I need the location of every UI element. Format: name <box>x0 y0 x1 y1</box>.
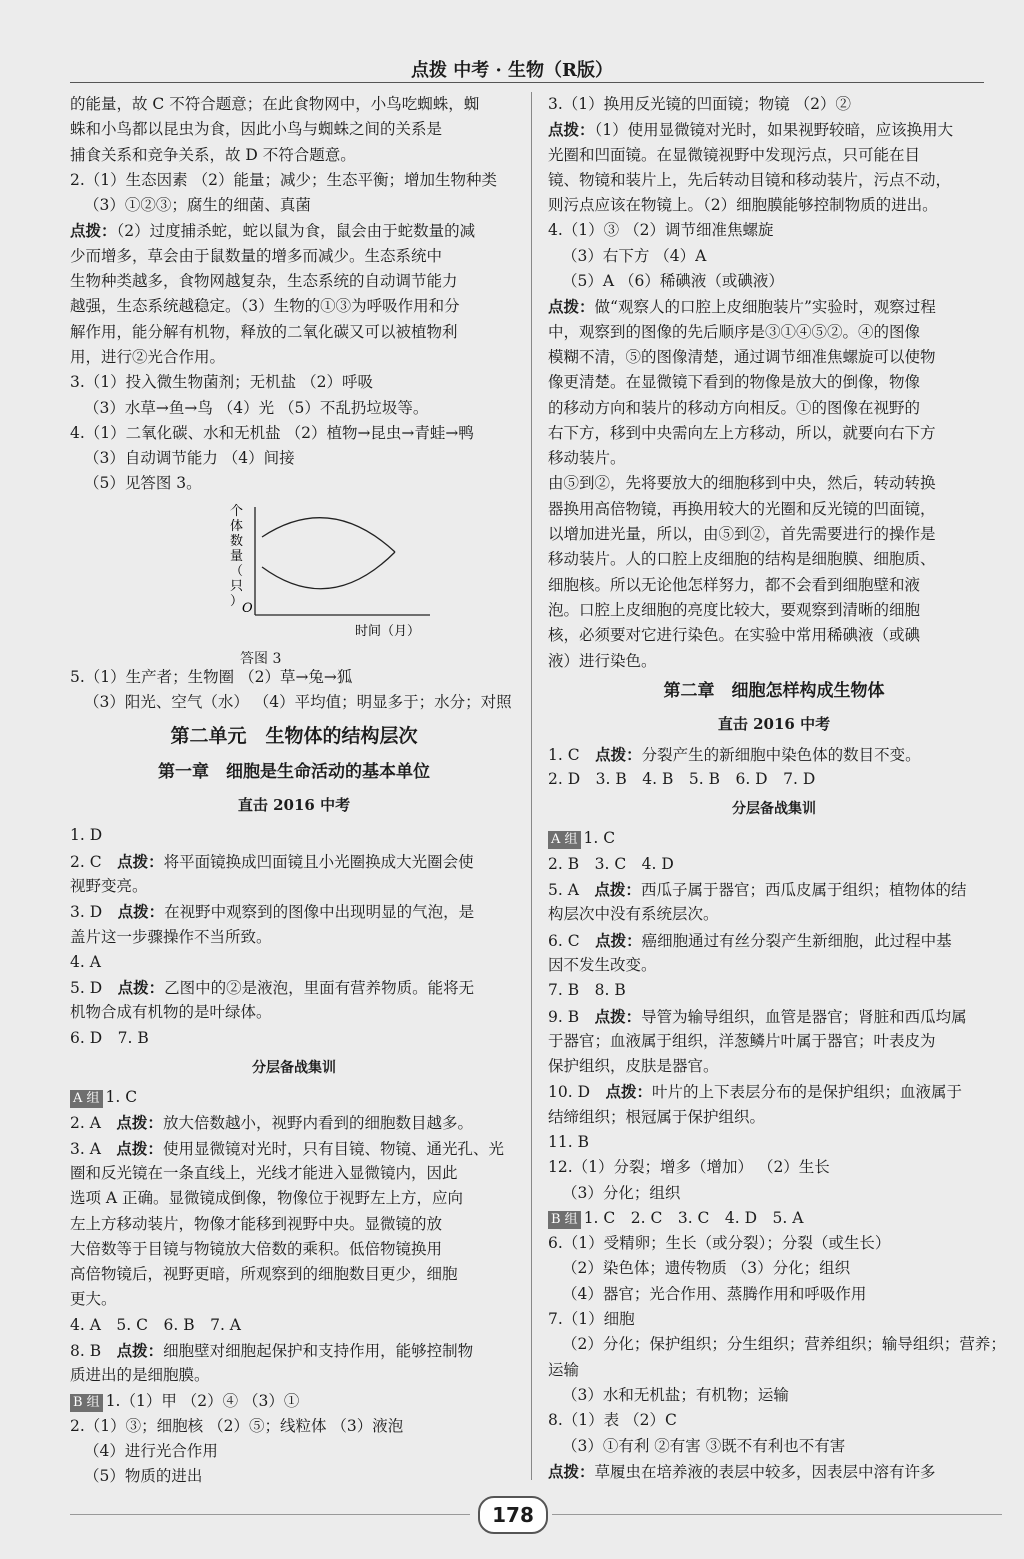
text-line <box>548 446 1000 471</box>
left-block-2 <box>70 665 518 716</box>
right-column <box>548 92 1006 1484</box>
text-line <box>70 950 518 975</box>
text-line <box>548 547 1000 572</box>
text-line <box>70 1439 518 1464</box>
text-line <box>70 1262 518 1287</box>
text-line <box>70 1464 518 1489</box>
text-line <box>70 1212 518 1237</box>
text-line-content: 由⑤到②，先将要放大的细胞移到中央，然后，转动转换 <box>548 474 936 493</box>
text-line-content: 的移动方向和装片的移动方向相反。①的图像在视野的 <box>548 398 921 417</box>
text-line-content: 3.（1）投入微生物菌剂；无机盐 （2）呼吸 <box>70 373 373 392</box>
text-line-content: 1. C 2. C 3. C 4. D 5. A <box>583 1208 804 1227</box>
text-line <box>548 978 1000 1003</box>
text-line-content: 9. B 点拨：导管为输导组织，血管是器官；肾脏和西瓜均属 <box>548 1006 967 1026</box>
text-line-content: 越强，生态系统越稳定。（3）生物的①③为呼吸作用和分 <box>70 297 460 316</box>
text-line <box>70 269 518 294</box>
text-line <box>548 168 1000 193</box>
text-line <box>548 767 1000 792</box>
text-line-content: 的能量，故 C 不符合题意；在此食物网中，小鸟吃蜘蛛，蜘 <box>70 95 480 113</box>
text-line <box>548 143 1000 168</box>
text-line-content: 10. D 点拨：叶片的上下表层分布的是保护组织；血液属于 <box>548 1082 963 1102</box>
text-line <box>548 320 1000 345</box>
text-line-content: （3）分化；组织 <box>562 1183 681 1202</box>
text-line-content: 像更清楚。在显微镜下看到的物像是放大的倒像，物像 <box>548 373 921 392</box>
text-line-content: 器换用高倍物镜，再换用较大的光圈和反光镜的凹面镜， <box>548 499 936 518</box>
text-line-content: 2. B 3. C 4. D <box>548 854 674 873</box>
text-line <box>70 1363 518 1388</box>
text-line <box>548 1307 1000 1332</box>
text-line <box>70 823 518 848</box>
text-line <box>548 1231 1000 1256</box>
text-line-content: 构层次中没有系统层次。 <box>548 905 719 924</box>
text-line <box>548 218 1000 243</box>
text-line-content: 点拨：（1）使用显微镜对光时，如果视野较暗，应该换用大 <box>548 120 954 140</box>
text-line-content: 4.（1）③ （2）调节细准焦螺旋 <box>548 221 774 240</box>
text-line-content: 7. B 8. B <box>548 981 626 1000</box>
text-line-content: 4. A 5. C 6. B 7. A <box>70 1315 241 1334</box>
text-line-content: 光圈和凹面镜。在显微镜视野中发现污点，只可能在目 <box>548 145 921 164</box>
text-line-content: （3）①有利 ②有害 ③既不有利也不有害 <box>562 1436 846 1455</box>
text-line <box>70 396 518 421</box>
text-line-content: 于器官；血液属于组织，洋葱鳞片叶属于器官；叶表皮为 <box>548 1031 936 1050</box>
text-line <box>70 218 518 243</box>
text-line-content: 核，必须要对它进行染色。在实验中常用稀碘液（或碘 <box>548 626 921 645</box>
text-line-content: （4）进行光合作用 <box>84 1442 218 1461</box>
text-line-content: 少而增多，草会由于鼠数量的增多而减少。生态系统中 <box>70 246 443 265</box>
text-line-content: 因不发生改变。 <box>548 955 657 974</box>
text-line <box>70 1110 518 1135</box>
text-line <box>548 1358 1000 1383</box>
text-line-content: 7.（1）细胞 <box>548 1310 635 1329</box>
text-line <box>70 1085 518 1110</box>
right-block-2 <box>548 742 1000 793</box>
group-badge: A 组 <box>548 831 581 849</box>
text-line-content: 移动装片。 <box>548 449 626 468</box>
text-line-content: （3）自动调节能力 （4）间接 <box>84 449 295 468</box>
y-axis-label: 个体数量（只） <box>230 503 244 609</box>
text-line <box>70 1389 518 1414</box>
text-line-content: （3）阳光、空气（水） （4）平均值；明显多于；水分；对照 <box>84 693 512 712</box>
section-title-exam: 直击 2016 中考 <box>237 796 351 815</box>
text-line-content: 大倍数等于目镜与物镜放大倍数的乘积。低倍物镜换用 <box>70 1239 443 1258</box>
text-line <box>70 446 518 471</box>
text-line <box>548 1434 1000 1459</box>
group-badge: B 组 <box>70 1394 103 1412</box>
text-line <box>70 168 518 193</box>
section-title-training: 分层备战集训 <box>252 1060 336 1077</box>
text-line-content: 更大。 <box>70 1290 117 1309</box>
text-line <box>70 1414 518 1439</box>
text-line-content: 则污点应该在物镜上。（2）细胞膜能够控制物质的进出。 <box>548 196 938 215</box>
text-line-content: 12.（1）分裂；增多（增加） （2）生长 <box>548 1158 830 1177</box>
text-line-content: 生物种类越多，食物网越复杂，生态系统的自动调节能力 <box>70 272 458 291</box>
text-line <box>548 117 1000 142</box>
text-line-content: 细胞核。所以无论他怎样努力，都不会看到细胞壁和液 <box>548 575 921 594</box>
text-line-content: 4. A <box>70 952 101 971</box>
population-curve-lower <box>262 552 395 589</box>
right-block-1 <box>548 92 1000 674</box>
text-line-content: 5.（1）生产者；生物圈 （2）草→兔→狐 <box>70 667 353 686</box>
text-line <box>548 852 1000 877</box>
unit-title: 第二单元 生物体的结构层次 <box>170 725 418 748</box>
text-line <box>70 471 518 496</box>
text-line-content: 6. C 点拨：癌细胞通过有丝分裂产生新细胞，此过程中基 <box>548 930 952 950</box>
header-title: 点拨 中考 · 生物（R版） <box>410 60 614 81</box>
text-line <box>70 1161 518 1186</box>
text-line <box>548 497 1000 522</box>
text-line-content: （5）A （6）稀碘液（或碘液） <box>562 272 784 291</box>
text-line-content: 11. B <box>548 1132 589 1151</box>
text-line <box>548 826 1000 851</box>
text-line <box>548 1155 1000 1180</box>
text-line <box>548 928 1000 953</box>
text-line-content: 选项 A 正确。显微镜成倒像，物像位于视野左上方，应向 <box>70 1189 464 1208</box>
text-line <box>70 690 518 715</box>
text-line-content: （4）器官；光合作用、蒸腾作用和呼吸作用 <box>562 1284 867 1303</box>
header-rule <box>70 82 984 83</box>
text-line <box>70 665 518 690</box>
page-number: 178 <box>478 1496 548 1534</box>
origin-label: O <box>242 600 253 616</box>
left-block-4 <box>70 1085 518 1389</box>
text-line <box>548 1332 1006 1357</box>
text-line <box>70 1287 518 1312</box>
text-line <box>548 1004 1000 1029</box>
text-line-content: （3）水草→鱼→鸟 （4）光 （5）不乱扔垃圾等。 <box>84 398 429 417</box>
text-line-content: 点拨：草履虫在培养液的表层中较多，因表层中溶有许多 <box>548 1461 936 1481</box>
left-column <box>70 92 518 1490</box>
text-line-content: 8.（1）表 （2）C <box>548 1411 677 1430</box>
text-line <box>70 370 518 395</box>
text-line-content: （5）见答图 3。 <box>84 474 202 493</box>
text-line <box>548 522 1000 547</box>
text-line <box>548 1105 1000 1130</box>
text-line-content: 5. A 点拨：西瓜子属于器官；西瓜皮属于组织；植物体的结 <box>548 880 967 900</box>
text-line <box>548 953 1000 978</box>
left-block-5 <box>70 1389 518 1490</box>
figure-caption: 答图 3 <box>240 650 282 667</box>
text-line <box>548 421 1000 446</box>
text-line-content: 中，观察到的图像的先后顺序是③①④⑤②。④的图像 <box>548 322 921 341</box>
section-title-training: 分层备战集训 <box>732 801 816 818</box>
text-line <box>70 193 518 218</box>
population-curve-chart <box>180 497 440 647</box>
right-block-3 <box>548 826 1000 1205</box>
text-line <box>548 902 1000 927</box>
text-line <box>548 573 1000 598</box>
text-line <box>70 925 518 950</box>
text-line <box>548 1029 1000 1054</box>
text-line <box>548 269 1000 294</box>
text-line-content: 8. B 点拨：细胞壁对细胞起保护和支持作用，能够控制物 <box>70 1340 474 1360</box>
text-line <box>70 975 518 1000</box>
text-line <box>548 877 1000 902</box>
text-line-content: 高倍物镜后，视野更暗，所观察到的细胞数目更少，细胞 <box>70 1265 458 1284</box>
text-line-content: 圈和反光镜在一条直线上，光线才能进入显微镜内，因此 <box>70 1163 458 1182</box>
text-line <box>70 294 518 319</box>
text-line <box>548 92 1000 117</box>
text-line <box>70 1000 518 1025</box>
page-header <box>0 50 1024 84</box>
text-line-content: 盖片这一步骤操作不当所致。 <box>70 927 272 946</box>
text-line-content: 左上方移动装片，物像才能移到视野中央。显微镜的放 <box>70 1214 443 1233</box>
group-badge: A 组 <box>70 1090 103 1108</box>
right-block-4 <box>548 1206 1006 1484</box>
text-line <box>548 1383 1000 1408</box>
text-line <box>70 874 518 899</box>
text-line-content: 机物合成有机物的是叶绿体。 <box>70 1003 272 1022</box>
text-line-content: 泡。口腔上皮细胞的亮度比较大，要观察到清晰的细胞 <box>548 600 921 619</box>
text-line-content: 3. A 点拨：使用显微镜对光时，只有目镜、物镜、通光孔、光 <box>70 1138 504 1158</box>
x-axis-label: 时间（月） <box>355 623 421 639</box>
text-line <box>548 1079 1000 1104</box>
text-line <box>548 471 1000 496</box>
text-line-content: 液）进行染色。 <box>548 651 657 670</box>
group-badge: B 组 <box>548 1211 581 1229</box>
text-line-content: 保护组织，皮肤是器官。 <box>548 1057 719 1076</box>
text-line-content: 移动装片。人的口腔上皮细胞的结构是细胞膜、细胞质、 <box>548 550 936 569</box>
text-line-content: （3）水和无机盐；有机物；运输 <box>562 1385 789 1404</box>
answer-figure-3 <box>180 497 440 667</box>
text-line-content: 3. D 点拨：在视野中观察到的图像中出现明显的气泡，是 <box>70 902 475 922</box>
text-line-content: 1. D <box>70 826 103 845</box>
text-line-content: 2. D 3. B 4. B 5. B 6. D 7. D <box>548 770 816 789</box>
text-line-content: 2. A 点拨：放大倍数越小，视野内看到的细胞数目越多。 <box>70 1113 473 1133</box>
left-block-3 <box>70 823 518 1051</box>
text-line <box>548 1206 1000 1231</box>
text-line-content: 视野变亮。 <box>70 876 148 895</box>
text-line <box>548 649 1000 674</box>
left-block-1 <box>70 92 518 497</box>
text-line-content: 6. D 7. B <box>70 1028 149 1047</box>
text-line-content: 2.（1）生态因素 （2）能量；减少；生态平衡；增加生物种类 <box>70 170 497 189</box>
text-line-content: 点拨：（2）过度捕杀蛇，蛇以鼠为食，鼠会由于蛇数量的减 <box>70 221 476 241</box>
column-divider <box>531 92 532 1480</box>
chapter-title: 第二章 细胞怎样构成生物体 <box>663 680 885 701</box>
text-line <box>548 598 1000 623</box>
text-line-content: 右下方，移到中央需向左上方移动，所以，就要向右下方 <box>548 423 936 442</box>
text-line <box>70 1186 518 1211</box>
text-line-content: 蛛和小鸟都以昆虫为食，因此小鸟与蜘蛛之间的关系是 <box>70 120 443 139</box>
text-line <box>70 117 518 142</box>
text-line <box>70 92 518 117</box>
text-line-content: 解作用，能分解有机物，释放的二氧化碳又可以被植物利 <box>70 322 458 341</box>
text-line <box>548 1256 1000 1281</box>
text-line <box>70 244 518 269</box>
text-line-content: 5. D 点拨：乙图中的②是液泡，里面有营养物质。能将无 <box>70 978 475 998</box>
text-line <box>70 320 518 345</box>
section-title-exam: 直击 2016 中考 <box>717 714 831 733</box>
text-line-content: （5）物质的进出 <box>84 1467 203 1486</box>
text-line <box>548 1408 1000 1433</box>
text-line <box>548 370 1000 395</box>
text-line-content: 模糊不清，⑤的图像清楚，通过调节细准焦螺旋可以使物 <box>548 347 936 366</box>
population-curve-upper <box>262 517 395 551</box>
text-line-content: 1.（1）甲 （2）④ （3）① <box>105 1391 300 1410</box>
text-line <box>70 1136 518 1161</box>
text-line <box>548 1459 1000 1484</box>
text-line-content: （3）右下方 （4）A <box>562 246 707 265</box>
text-line-content: 2.（1）③；细胞核 （2）⑤；线粒体 （3）液泡 <box>70 1416 404 1435</box>
text-line <box>70 421 518 446</box>
text-line <box>548 294 1000 319</box>
text-line <box>548 1130 1000 1155</box>
text-line-content: 结缔组织；根冠属于保护组织。 <box>548 1107 766 1126</box>
text-line-content: 1. C <box>105 1088 138 1107</box>
footer-rule <box>552 1514 1002 1515</box>
text-line <box>70 1237 518 1262</box>
text-line-content: 用，进行②光合作用。 <box>70 347 226 366</box>
text-line <box>548 742 1000 767</box>
text-line-content: 镜、物镜和装片上，先后转动目镜和移动装片，污点不动， <box>548 170 952 189</box>
text-line <box>548 1181 1000 1206</box>
text-line-content: 以增加进光量，所以，由⑤到②，首先需要进行的操作是 <box>548 525 936 544</box>
text-line-content: （2）分化；保护组织；分生组织；营养组织；输导组织；营养； <box>562 1335 1006 1354</box>
text-line-content: 捕食关系和竞争关系，故 D 不符合题意。 <box>70 145 356 164</box>
text-line <box>70 1026 518 1051</box>
text-line <box>70 345 518 370</box>
text-line-content: 3.（1）换用反光镜的凹面镜；物镜 （2）② <box>548 95 851 113</box>
text-line <box>70 849 518 874</box>
text-line-content: 4.（1）二氧化碳、水和无机盐 （2）植物→昆虫→青蛙→鸭 <box>70 423 474 442</box>
text-line-content: 6.（1）受精卵；生长（或分裂）；分裂（或生长） <box>548 1234 891 1253</box>
text-line <box>70 1313 518 1338</box>
text-line <box>548 244 1000 269</box>
text-line <box>548 193 1000 218</box>
text-line-content: 质进出的是细胞膜。 <box>70 1366 210 1385</box>
chapter-title: 第一章 细胞是生命活动的基本单位 <box>158 762 430 783</box>
text-line-content: 1. C <box>583 829 616 848</box>
text-line-content: 2. C 点拨：将平面镜换成凹面镜且小光圈换成大光圈会使 <box>70 851 474 871</box>
text-line <box>548 1282 1000 1307</box>
text-line-content: 点拨：做“观察人的口腔上皮细胞装片”实验时，观察过程 <box>548 297 936 317</box>
footer-rule <box>70 1514 470 1515</box>
text-line-content: 运输 <box>548 1360 580 1379</box>
text-line-content: （2）染色体；遗传物质 （3）分化；组织 <box>562 1259 851 1278</box>
text-line-content: 1. C 点拨：分裂产生的新细胞中染色体的数目不变。 <box>548 744 921 764</box>
text-line-content: （3）①②③；腐生的细菌、真菌 <box>84 196 311 215</box>
text-line <box>70 1338 518 1363</box>
text-line <box>70 899 518 924</box>
text-line <box>548 345 1000 370</box>
text-line <box>548 623 1000 648</box>
text-line <box>70 143 518 168</box>
text-line <box>548 396 1000 421</box>
text-line <box>548 1054 1000 1079</box>
